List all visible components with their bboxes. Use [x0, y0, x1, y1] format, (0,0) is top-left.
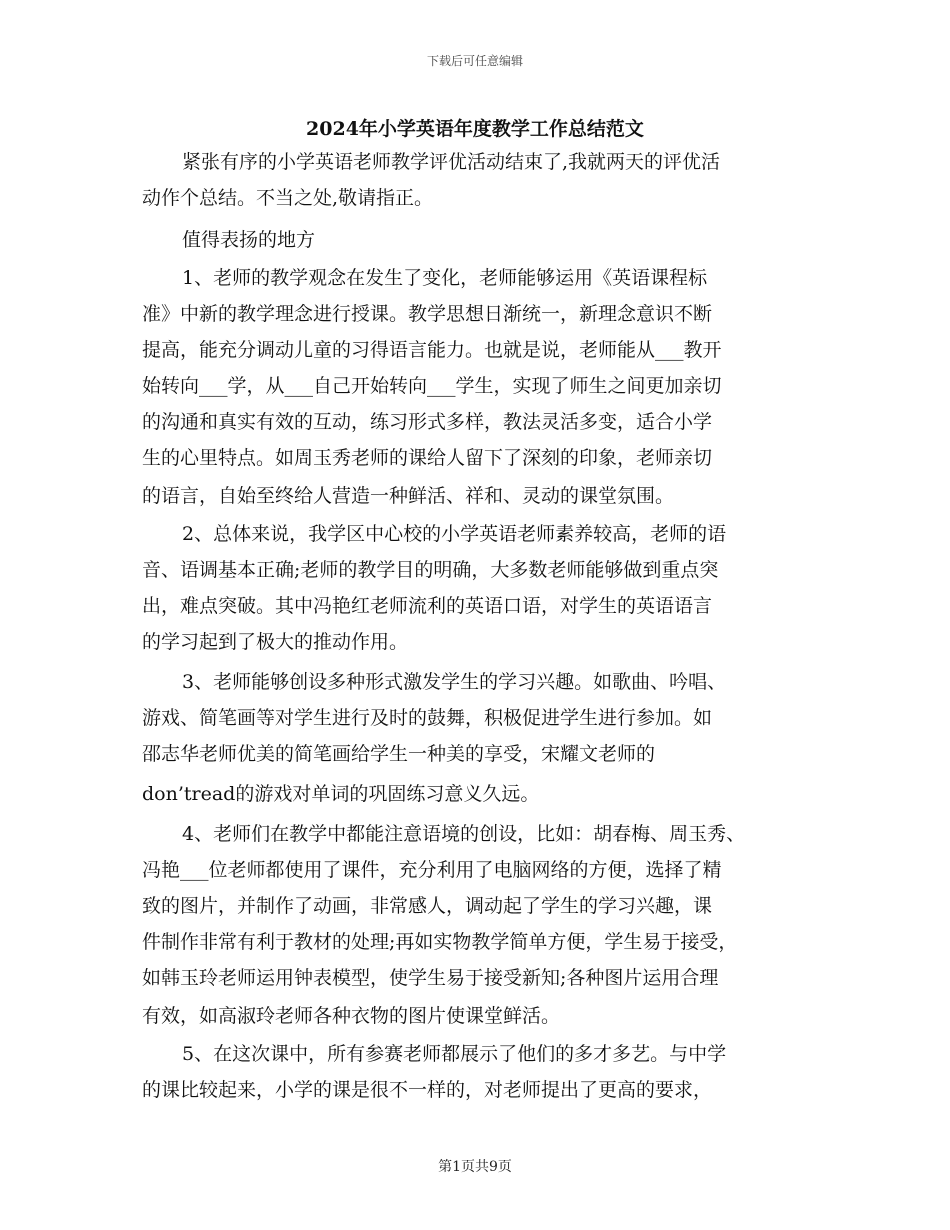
text-line: 的沟通和真实有效的互动，练习形式多样，教法灵活多变，适合小学: [142, 411, 713, 433]
text-line: 的课比较起来，小学的课是很不一样的，对老师提出了更高的要求，: [142, 1079, 713, 1101]
text-line: 生的心里特点。如周玉秀老师的课给人留下了深刻的印象，老师亲切: [142, 447, 713, 469]
text-line: 动作个总结。不当之处,敬请指正。: [142, 187, 434, 209]
text-line: 邵志华老师优美的简笔画给学生一种美的享受，宋耀文老师的: [142, 743, 656, 765]
text-line: 1、老师的教学观念在发生了变化，老师能够运用《英语课程标: [182, 267, 708, 289]
text-line: 提高，能充分调动儿童的习得语言能力。也就是说，老师能从___教开: [142, 339, 722, 361]
text-line: 有效，如高淑玲老师各种衣物的图片使课堂鲜活。: [142, 1005, 561, 1027]
text-line: 音、语调基本正确;老师的教学目的明确，大多数老师能够做到重点突: [142, 559, 719, 581]
text-line: 始转向___学，从___自己开始转向___学生，实现了师生之间更加亲切: [142, 375, 722, 397]
document-title: 2024年小学英语年度教学工作总结范文: [306, 118, 644, 140]
text-line: 冯艳___位老师都使用了课件，充分利用了电脑网络的方便，选择了精: [142, 859, 722, 881]
page-header: 下载后可任意编辑: [426, 54, 523, 68]
text-line: 紧张有序的小学英语老师教学评优活动结束了,我就两天的评优活: [182, 151, 721, 173]
text-line: 件制作非常有利于教材的处理;再如实物教学简单方便，学生易于接受，: [142, 931, 738, 953]
text-line: 如韩玉玲老师运用钟表模型，使学生易于接受新知;各种图片运用合理: [142, 967, 719, 989]
text-line: 游戏、简笔画等对学生进行及时的鼓舞，积极促进学生进行参加。如: [142, 707, 713, 729]
text-line: 2、总体来说，我学区中心校的小学英语老师素养较高，老师的语: [182, 523, 727, 545]
text-line: 准》中新的教学理念进行授课。教学思想日渐统一，新理念意识不断: [142, 303, 713, 325]
text-line: 的学习起到了极大的推动作用。: [142, 631, 409, 653]
text-line: 4、老师们在教学中都能注意语境的创设，比如：胡春梅、周玉秀、: [182, 823, 746, 845]
page-footer: 第1页共9页: [438, 1159, 512, 1175]
text-line: 的语言，自始至终给人营造一种鲜活、祥和、灵动的课堂氛围。: [142, 485, 675, 507]
text-line: 致的图片，并制作了动画，非常感人，调动起了学生的学习兴趣，课: [142, 895, 713, 917]
text-line: 出，难点突破。其中冯艳红老师流利的英语口语，对学生的英语语言: [142, 595, 713, 617]
text-line: 5、在这次课中，所有参赛老师都展示了他们的多才多艺。与中学: [182, 1043, 727, 1065]
section-heading: 值得表扬的地方: [182, 229, 316, 251]
text-line: don’tread的游戏对单词的巩固练习意义久远。: [142, 783, 540, 805]
text-line: 3、老师能够创设多种形式激发学生的学习兴趣。如歌曲、吟唱、: [182, 671, 727, 693]
